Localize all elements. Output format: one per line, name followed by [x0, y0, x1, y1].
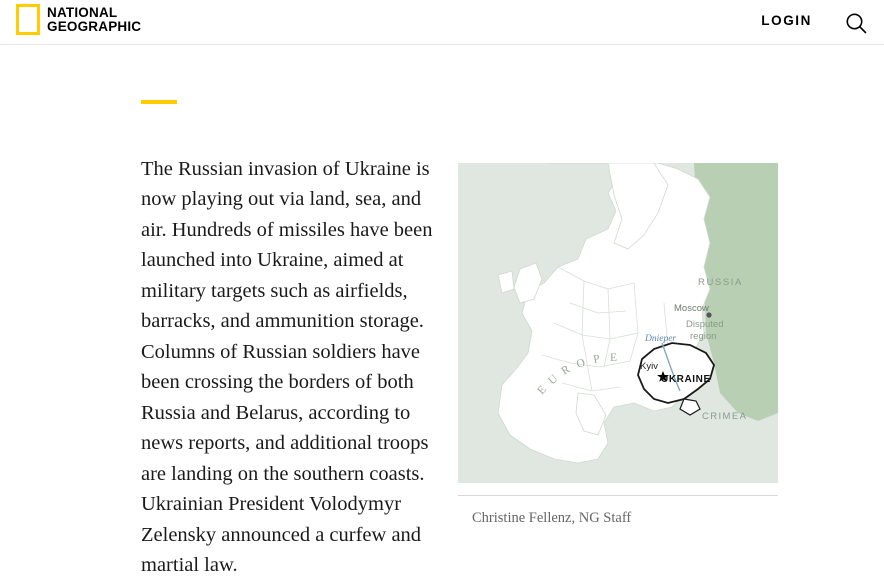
site-header — [0, 0, 884, 45]
logo-wordmark — [47, 6, 141, 33]
svg-text:region: region — [690, 331, 717, 342]
logo-line-1: NATIONAL — [47, 5, 118, 20]
svg-text:U: U — [546, 371, 562, 388]
svg-text:UKRAINE: UKRAINE — [661, 374, 711, 385]
yellow-rectangle-icon — [16, 4, 40, 35]
svg-text:Dnieper: Dnieper — [645, 334, 677, 344]
figure-caption: Christine Fellenz, NG Staff — [458, 495, 778, 527]
svg-text:Kyiv: Kyiv — [640, 361, 658, 372]
svg-text:CRIMEA: CRIMEA — [702, 411, 748, 422]
europe-ukraine-map — [458, 163, 778, 483]
svg-text:O: O — [574, 356, 589, 371]
map-figure — [458, 163, 778, 527]
national-geographic-logo[interactable] — [16, 4, 141, 35]
svg-text:E: E — [610, 352, 620, 364]
search-icon[interactable] — [842, 9, 870, 37]
svg-text:RUSSIA: RUSSIA — [698, 277, 743, 288]
logo-line-2: GEOGRAPHIC — [47, 18, 142, 34]
accent-rule — [141, 100, 177, 104]
svg-text:P: P — [592, 352, 603, 366]
article-paragraph: The Russian invasion of Ukraine is now playing out via land, sea, and air. Hundreds of missiles have been launched into Ukraine, aimed at military targets such as airfields, barracks, and ammunition storage. Columns of Russian soldiers have been crossing the borders of both Russia and Belarus, according to news reports, and additional troops are landing on the southern coasts. Ukrainian President Volodymyr Zelensky announced a curfew and martial law. — [141, 157, 433, 576]
svg-text:R: R — [559, 362, 574, 378]
login-button[interactable]: LOGIN — [761, 13, 812, 28]
svg-text:Disputed: Disputed — [686, 319, 724, 330]
svg-text:E: E — [535, 382, 551, 398]
svg-text:Moscow: Moscow — [674, 303, 709, 314]
